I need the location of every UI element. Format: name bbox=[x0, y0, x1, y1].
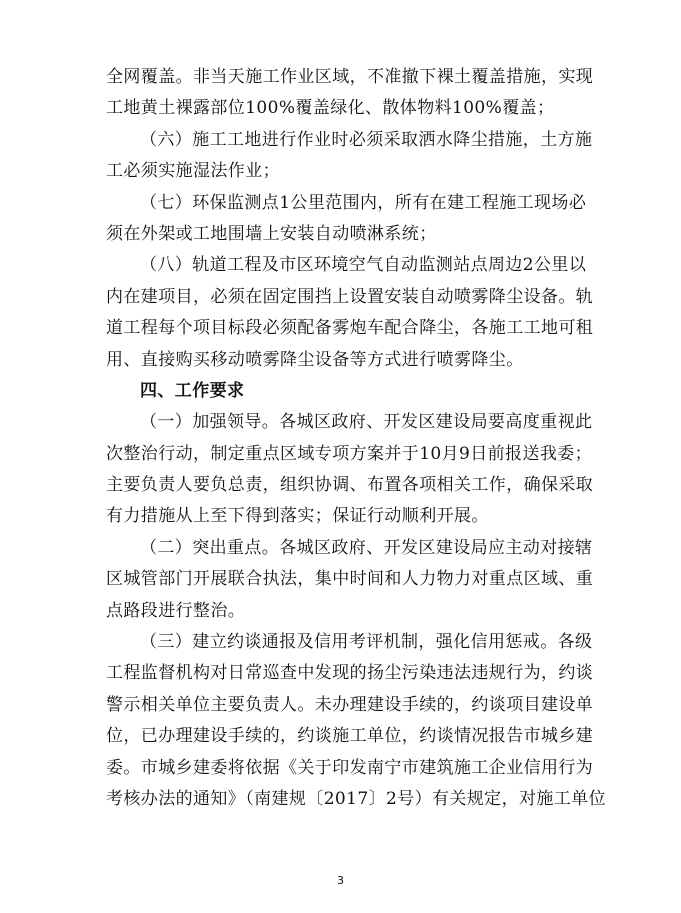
text-line: （六）施工工地进行作业时必须采取洒水降尘措施，土方施 bbox=[140, 129, 593, 150]
text-line: 工必须实施湿法作业； bbox=[106, 161, 280, 182]
text-line: 主要负责人要负总责，组织协调、布置各项相关工作，确保采取 bbox=[106, 475, 594, 496]
text-line: 警示相关单位主要负责人。未办理建设手续的，约谈项目建设单 bbox=[106, 694, 594, 715]
text-line: 点路段进行整治。 bbox=[106, 600, 246, 621]
text-line: （八）轨道工程及市区环境空气自动监测站点周边2公里以 bbox=[140, 255, 587, 276]
text-line: 委。市城乡建委将依据《关于印发南宁市建筑施工企业信用行为 bbox=[106, 757, 594, 778]
text-line: 位，已办理建设手续的，约谈施工单位，约谈情况报告市城乡建 bbox=[106, 726, 594, 747]
text-line: 用、直接购买移动喷雾降尘设备等方式进行喷雾降尘。 bbox=[106, 349, 524, 370]
text-line: 须在外架或工地围墙上安装自动喷淋系统； bbox=[106, 223, 437, 244]
text-line: （二）突出重点。各城区政府、开发区建设局应主动对接辖 bbox=[140, 537, 593, 558]
text-line: 次整治行动，制定重点区域专项方案并于10月9日前报送我委； bbox=[106, 443, 593, 464]
section-heading: 四、工作要求 bbox=[140, 380, 245, 401]
text-line: 全网覆盖。非当天施工作业区域，不准撤下裸土覆盖措施，实现 bbox=[106, 67, 594, 87]
text-line: 内在建项目，必须在固定围挡上设置安装自动喷雾降尘设备。轨 bbox=[106, 286, 594, 307]
text-line: （一）加强领导。各城区政府、开发区建设局要高度重视此 bbox=[140, 412, 593, 433]
text-line: （三）建立约谈通报及信用考评机制，强化信用惩戒。各级 bbox=[140, 632, 593, 653]
text-line: 工程监督机构对日常巡查中发现的扬尘污染违法违规行为，约谈 bbox=[106, 663, 594, 684]
body-text bbox=[106, 62, 606, 815]
text-line: （七）环保监测点1公里范围内，所有在建工程施工现场必 bbox=[140, 192, 587, 213]
text-line: 道工程每个项目标段必须配备雾炮车配合降尘，各施工工地可租 bbox=[106, 318, 594, 339]
text-line: 有力措施从上至下得到落实；保证行动顺利开展。 bbox=[106, 506, 489, 527]
text-line: 区城管部门开展联合执法，集中时间和人力物力对重点区域、重 bbox=[106, 569, 594, 590]
text-line: 考核办法的通知》（南建规〔2017〕2号）有关规定，对施工单位 bbox=[106, 788, 606, 809]
text-line: 工地黄土裸露部位100%覆盖绿化、散体物料100%覆盖； bbox=[106, 98, 555, 119]
page-number: 3 bbox=[337, 874, 344, 887]
